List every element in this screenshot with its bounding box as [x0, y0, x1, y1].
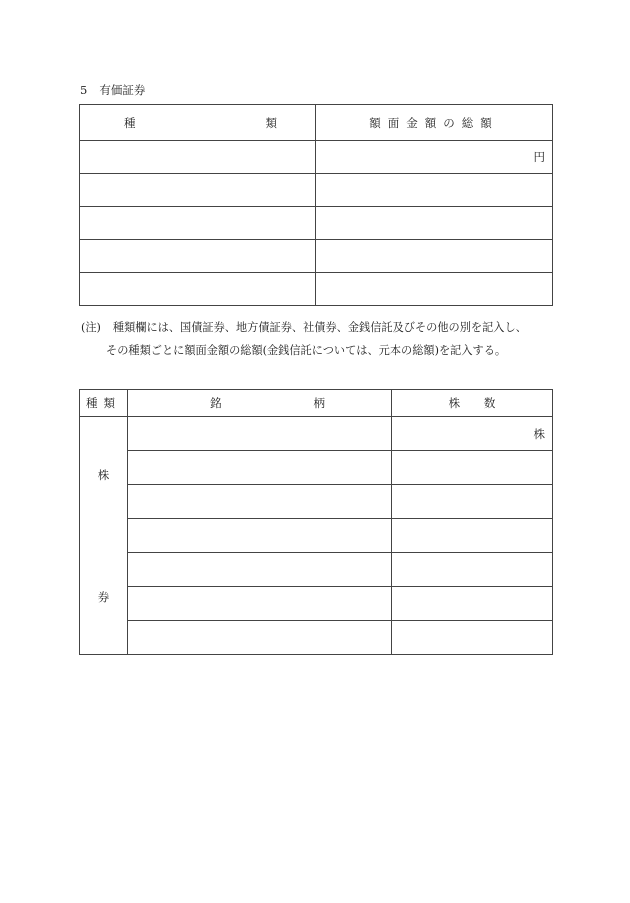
amount-cell[interactable] [316, 273, 553, 306]
header-kind-part-b: 類 [265, 115, 277, 130]
table-row [80, 587, 553, 621]
kind-cell[interactable] [80, 273, 316, 306]
kind-cell[interactable] [80, 207, 316, 240]
shares-cell[interactable] [392, 417, 553, 451]
brand-cell[interactable] [128, 451, 392, 485]
note-line-1: 種類欄には、国債証券、地方債証券、社債券、金銭信託及びその他の別を記入し、 [112, 321, 527, 334]
note-line-2: その種類ごとに額面金額の総額(金銭信託については、元本の総額)を記入する。 [106, 344, 507, 357]
table-header-row [80, 390, 553, 417]
section-number: 5 [80, 83, 88, 97]
yen-unit: 円 [533, 150, 545, 164]
header-kind-part-a: 種 [124, 115, 136, 130]
shares-cell[interactable] [392, 485, 553, 519]
table-row [80, 174, 553, 207]
header-shares: 株 数 [392, 390, 553, 417]
table-row [80, 273, 553, 306]
brand-cell[interactable] [128, 553, 392, 587]
note-tag: (注) [81, 321, 101, 334]
table-header-row [80, 105, 553, 141]
section-heading [80, 82, 145, 98]
shares-cell[interactable] [392, 587, 553, 621]
shares-cell[interactable] [392, 553, 553, 587]
type-char-2: 券 [97, 590, 110, 604]
table-row [80, 553, 553, 587]
table-row [80, 485, 553, 519]
table-row [80, 621, 553, 655]
header-type: 種類 [80, 390, 128, 417]
brand-cell[interactable] [128, 587, 392, 621]
table-row [80, 451, 553, 485]
shares-cell[interactable] [392, 451, 553, 485]
header-kind [80, 105, 316, 141]
note [81, 316, 527, 362]
shares-cell[interactable] [392, 519, 553, 553]
kind-cell[interactable] [80, 141, 316, 174]
shares-unit: 株 [533, 426, 545, 441]
brand-cell[interactable] [128, 621, 392, 655]
header-brand-part-b: 柄 [313, 396, 325, 410]
header-brand [128, 390, 392, 417]
kind-cell[interactable] [80, 240, 316, 273]
securities-total-table [79, 104, 553, 306]
amount-cell[interactable] [316, 174, 553, 207]
amount-cell[interactable] [316, 141, 553, 174]
brand-cell[interactable] [128, 485, 392, 519]
table-row [80, 141, 553, 174]
type-char-1: 株 [97, 468, 110, 482]
stock-table [79, 389, 553, 655]
stock-type-cell [80, 417, 128, 655]
brand-cell[interactable] [128, 519, 392, 553]
header-face-value-total: 額面金額の総額 [316, 105, 553, 141]
brand-cell[interactable] [128, 417, 392, 451]
shares-cell[interactable] [392, 621, 553, 655]
table-row [80, 417, 553, 451]
amount-cell[interactable] [316, 240, 553, 273]
amount-cell[interactable] [316, 207, 553, 240]
table-row [80, 519, 553, 553]
kind-cell[interactable] [80, 174, 316, 207]
table-row [80, 240, 553, 273]
header-brand-part-a: 銘 [210, 396, 222, 410]
table-row [80, 207, 553, 240]
section-title: 有価証券 [99, 83, 146, 97]
